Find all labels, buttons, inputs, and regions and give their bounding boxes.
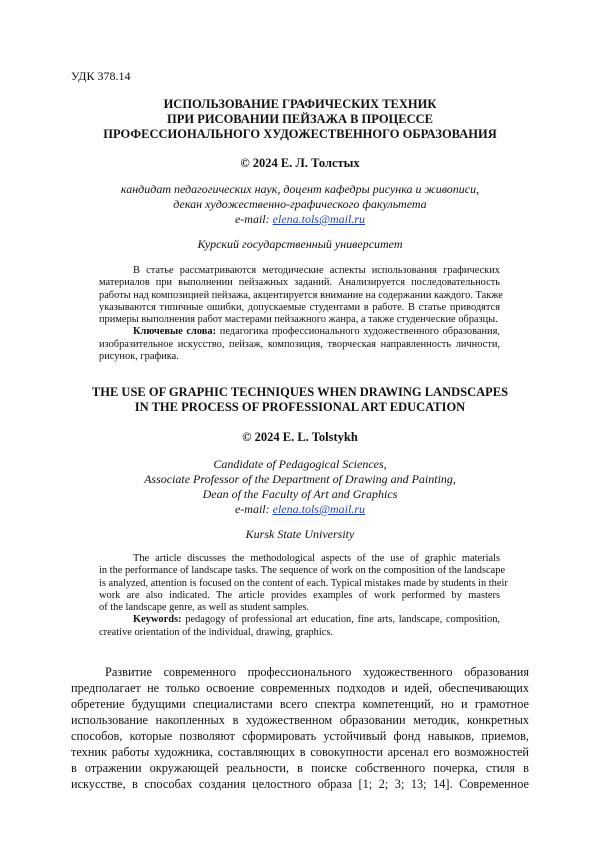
en-keywords-text: pedagogy of professional art education, fine arts, landscape, composition, — [181, 614, 500, 626]
en-university: Kursk State University — [245, 527, 355, 541]
en-title-line: THE USE OF GRAPHIC TECHNIQUES WHEN DRAWING LANDSCAPES — [91, 385, 509, 399]
ru-abstract-line: материалов при выполнении пейзажных заданий. Анализируется последовательность — [99, 277, 500, 289]
ru-title-line: ИСПОЛЬЗОВАНИЕ ГРАФИЧЕСКИХ ТЕХНИК — [163, 97, 437, 111]
ru-keywords-text: педагогика профессионального художественного образования, — [216, 326, 500, 338]
ru-abstract-line: работы над композицией пейзажа, акцентируется внимание на содержании каждого. Также — [99, 289, 503, 301]
ru-email-link[interactable]: elena.tols@mail.ru — [272, 212, 366, 226]
body-line: Развитие современного профессионального художественного образования — [105, 665, 529, 679]
en-email-prefix: e-mail: — [234, 502, 273, 516]
ru-keywords-line — [99, 326, 500, 338]
ru-keywords-line: изобразительное искусство, пейзаж, композиция, творческая направленность личности, — [99, 338, 500, 350]
en-keywords-label: Keywords: — [133, 614, 182, 626]
ru-abstract — [99, 265, 503, 363]
en-abstract-line: work are also indicated. The article provides examples of work performed by masters — [99, 589, 500, 601]
body-line: использование накопленных в художественном образовании методик, конкретных — [71, 713, 529, 727]
ru-keywords-line: рисунок, графика. — [99, 351, 179, 363]
ru-email-prefix: e-mail: — [234, 212, 273, 226]
en-affiliation-line: Dean of the Faculty of Art and Graphics — [202, 487, 398, 501]
en-author: © 2024 E. L. Tolstykh — [242, 430, 358, 444]
en-abstract — [99, 553, 508, 639]
en-title — [60, 385, 540, 415]
ru-keywords-label: Ключевые слова: — [133, 326, 217, 338]
ru-title-line: ПРИ РИСОВАНИИ ПЕЙЗАЖА В ПРОЦЕССЕ — [166, 112, 434, 126]
en-affiliation — [60, 457, 540, 517]
en-affiliation-line: Associate Professor of the Department of Drawing and Painting, — [144, 472, 456, 486]
en-email-link[interactable]: elena.tols@mail.ru — [272, 502, 366, 516]
en-keywords-line — [99, 614, 500, 626]
en-email-line — [60, 502, 540, 517]
ru-affiliation-line: кандидат педагогических наук, доцент кафедры рисунка и живописи, — [120, 182, 480, 196]
ru-university: Курский государственный университет — [197, 237, 403, 251]
en-keywords-line: creative orientation of the individual, drawing, graphics. — [99, 626, 334, 638]
ru-author: © 2024 Е. Л. Толстых — [240, 156, 360, 170]
ru-affiliation-line: декан художественно-графического факультета — [173, 197, 427, 211]
en-affiliation-line: Candidate of Pedagogical Sciences, — [213, 457, 387, 471]
en-abstract-line: is analyzed, attention is focused on the content of each. Typical mistakes made by students in their — [99, 577, 508, 589]
body-line: в отражении окружающей реальности, в поиске собственного почерка, стиля в — [71, 761, 529, 775]
ru-abstract-line: указываются типичные ошибки, допускаемые студентами в работе. В статье приводятся — [99, 301, 500, 313]
body-line: обретение будущими специалистами всего спектра компетенций, но и грамотное — [71, 697, 529, 711]
en-abstract-line: in the performance of landscape tasks. The sequence of work on the composition of the landscape — [99, 565, 506, 577]
ru-title-line: ПРОФЕССИОНАЛЬНОГО ХУДОЖЕСТВЕННОГО ОБРАЗОВАНИЯ — [103, 127, 497, 141]
en-title-line: IN THE PROCESS OF PROFESSIONAL ART EDUCATION — [134, 400, 466, 414]
ru-abstract-line: В статье рассматриваются методические аспекты использования графических — [133, 265, 500, 276]
body-line: предполагает не только освоение современных подходов и идей, обеспечивающих — [71, 681, 529, 695]
ru-affiliation — [60, 182, 540, 227]
body-paragraph — [71, 664, 529, 792]
ru-abstract-line: примеры выполнения работ мастерами пейзажного жанра, а также студенческие образцы. — [99, 314, 498, 326]
body-line: техник работы художника, составляющих в совокупности арсенал его возможностей — [71, 745, 529, 759]
en-abstract-line: of the landscape genre, as well as student samples. — [99, 602, 310, 614]
en-abstract-line: The article discusses the methodological aspects of the use of graphic materials — [133, 553, 500, 564]
udk-code: УДК 378.14 — [71, 69, 131, 83]
body-line: искусстве, в способах создания целостного образа [1; 2; 3; 13; 14]. Современное — [71, 777, 529, 791]
body-line: способов, которые позволяют сформировать устойчивый фонд навыков, приемов, — [71, 729, 529, 743]
ru-email-line — [60, 212, 540, 227]
ru-title — [60, 97, 540, 142]
